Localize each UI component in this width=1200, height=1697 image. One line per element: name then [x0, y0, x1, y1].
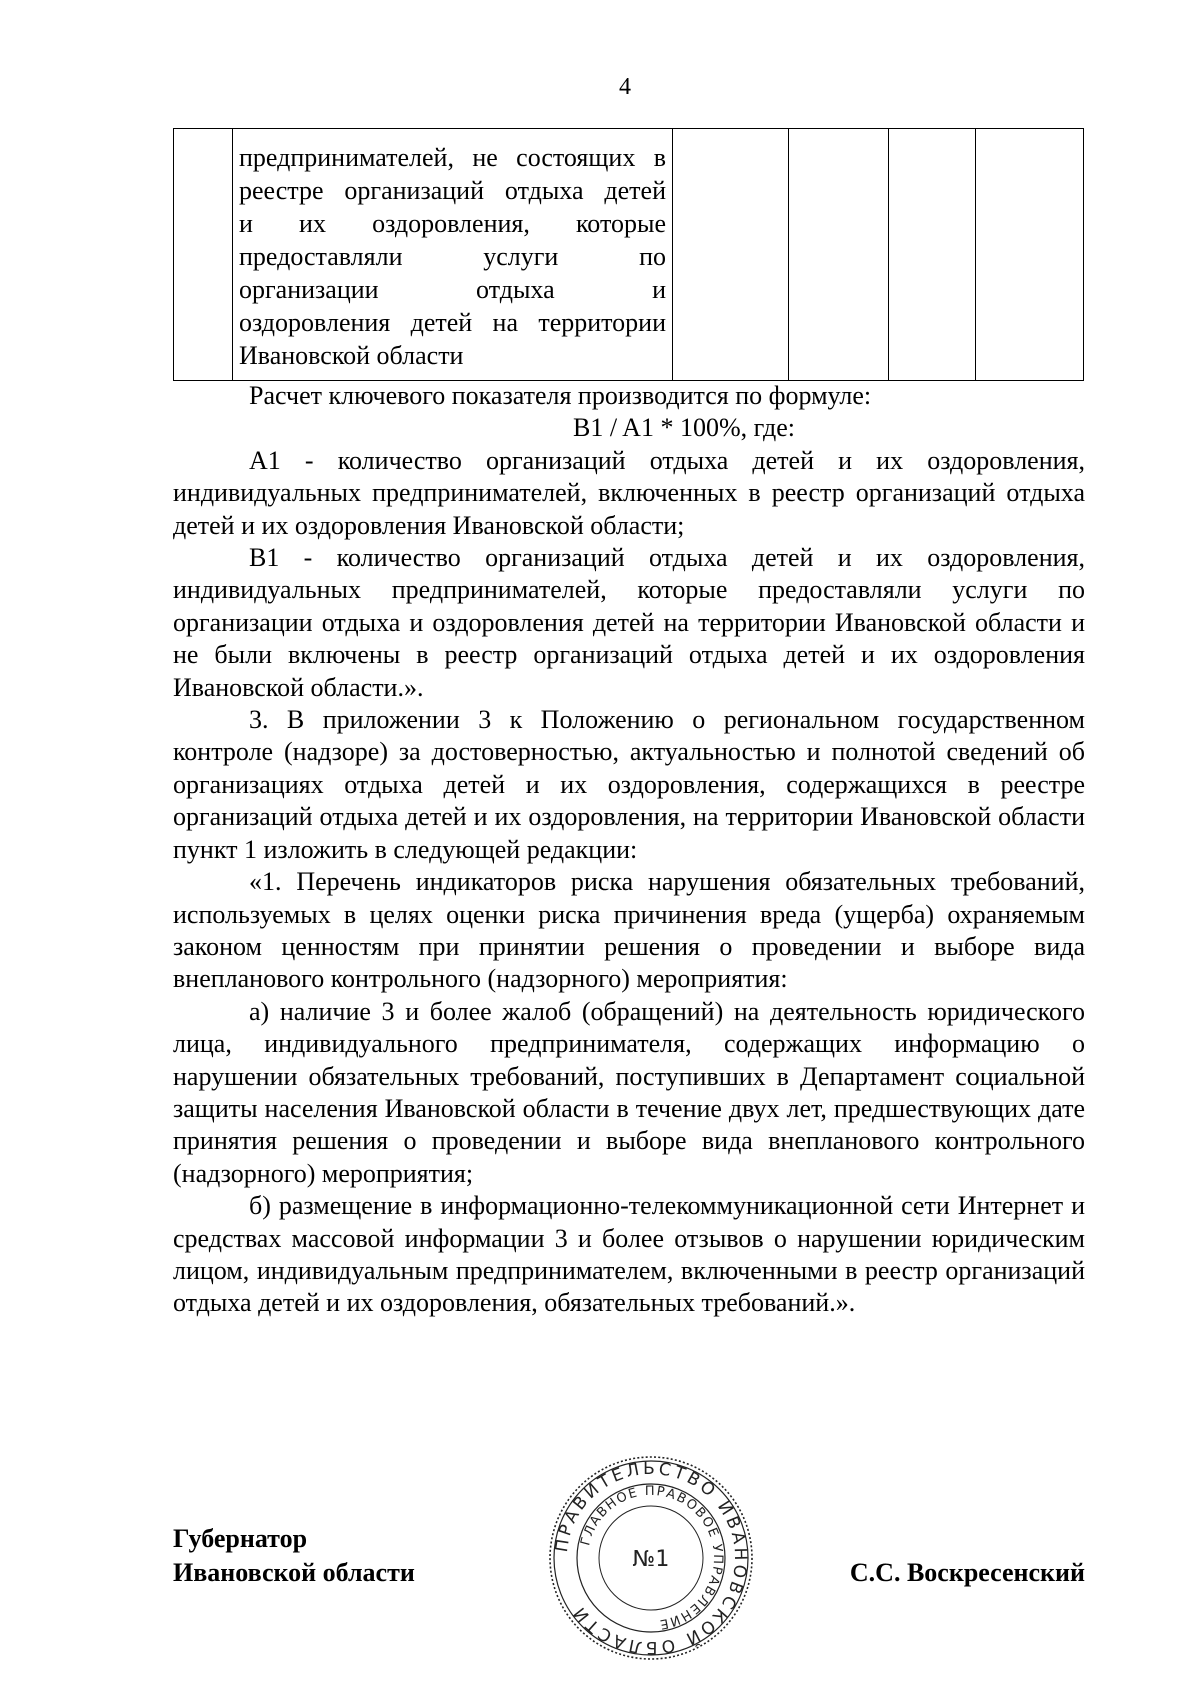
official-seal-icon — [546, 1453, 756, 1663]
seal-number: №1 — [632, 1547, 670, 1572]
paragraph-item-3: 3. В приложении 3 к Положению о региональном государственном контроле (надзоре) за достоверностью, актуальностью и полнотой сведений об организациях отдыха детей и их оздоровления, содержащихся в реестре организаций отдыха детей и их оздоровления, на территории Ивановской области пункт 1 изложить в следующей редакции: — [173, 705, 1085, 864]
table-line: и их оздоровления, которые — [239, 209, 666, 238]
document-body — [173, 380, 1085, 1320]
seal-outer-text: ПРАВИТЕЛЬСТВО ИВАНОВСКОЙ ОБЛАСТИ — [551, 1458, 751, 1658]
paragraph-formula-intro: Расчет ключевого показателя производится по формуле: — [249, 381, 872, 410]
table-line: оздоровления детей на территории — [239, 308, 666, 337]
page-number: 4 — [619, 74, 631, 100]
signatory-title-line2: Ивановской области — [173, 1558, 415, 1587]
table-line: предпринимателей, не состоящих в — [239, 143, 666, 172]
table-row — [174, 129, 1084, 381]
table-cell-empty — [889, 129, 976, 381]
paragraph-indicator-b: б) размещение в информационно-телекоммуникационной сети Интернет и средствах массовой информации 3 и более отзывов о нарушении юридическим лицом, индивидуальным предпринимателем, включенными в реестр организаций отдыха детей и их оздоровления, обязательных требований.». — [173, 1191, 1085, 1318]
paragraph-b1: B1 - количество организаций отдыха детей и их оздоровления, индивидуальных предпринимателей, которые предоставляли услуги по организации отдыха и оздоровления детей на территории Ивановской области и не были включены в реестр организаций отдыха детей и их оздоровления Ивановской области.». — [173, 543, 1085, 702]
table-line: организации отдыха и — [239, 275, 666, 304]
table-line: Ивановской области — [239, 341, 464, 370]
seal-inner-text: ГЛАВНОЕ ПРАВОВОЕ УПРАВЛЕНИЕ — [578, 1483, 726, 1632]
table-cell-empty — [976, 129, 1084, 381]
signatory-title-line1: Губернатор — [173, 1524, 308, 1553]
table-cell-number — [174, 129, 233, 381]
table-cell-indicator — [233, 129, 673, 381]
table-line: реестре организаций отдыха детей — [239, 176, 666, 205]
signatory-name: С.С. Воскресенский — [849, 1558, 1085, 1587]
table-cell-empty — [673, 129, 789, 381]
continuation-table — [173, 128, 1084, 381]
table-line: предоставляли услуги по — [239, 242, 666, 271]
paragraph-a1: A1 - количество организаций отдыха детей и их оздоровления, индивидуальных предпринимателей, включенных в реестр организаций отдыха детей и их оздоровления Ивановской области; — [173, 445, 1085, 540]
table-cell-empty — [789, 129, 889, 381]
paragraph-indicator-a: а) наличие 3 и более жалоб (обращений) на деятельность юридического лица, индивидуального предпринимателя, содержащих информацию о нарушении обязательных требований, поступивших в Департамент социальной защиты населения Ивановской области в течение двух лет, предшествующих дате принятия решения о проведении и выборе вида внепланового контрольного (надзорного) мероприятия; — [173, 996, 1085, 1188]
formula: B1 / A1 * 100%, где: — [573, 413, 795, 443]
paragraph-indicators-list: «1. Перечень индикаторов риска нарушения обязательных требований, используемых в целях оценки риска причинения вреда (ущерба) охраняемым законом ценностям при принятии решения о проведении и выборе вида внепланового контрольного (надзорного) мероприятия: — [173, 867, 1085, 994]
